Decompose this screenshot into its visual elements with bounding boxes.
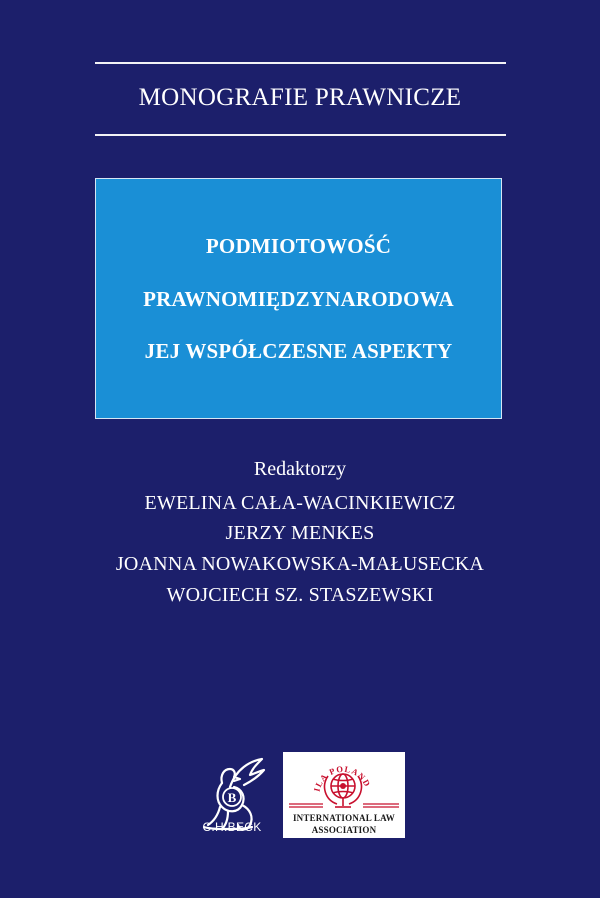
editors-label: Redaktorzy — [253, 458, 347, 480]
title-line-2: PRAWNOMIĘDZYNARODOWA — [143, 287, 454, 311]
editor-name: JERZY MENKES — [225, 522, 375, 544]
title-box — [95, 178, 502, 419]
ila-name-line-1: INTERNATIONAL LAW — [292, 813, 395, 823]
series-underline-rule — [95, 134, 506, 136]
title-line-1: PODMIOTOWOŚĆ — [205, 234, 392, 258]
editor-name: JOANNA NOWAKOWSKA-MAŁUSECKA — [115, 553, 485, 575]
publisher-name: C.H.BECK — [202, 820, 262, 834]
emblem-letter: B — [227, 790, 237, 805]
ila-logo — [283, 752, 405, 838]
title-line-3: JEJ WSPÓŁCZESNE ASPEKTY — [144, 339, 453, 363]
editor-name: EWELINA CAŁA-WACINKIEWICZ — [144, 492, 456, 514]
top-rule — [95, 62, 506, 64]
ila-name-line-2: ASSOCIATION — [311, 825, 377, 835]
series-title: MONOGRAFIE PRAWNICZE — [138, 84, 462, 111]
editor-name: WOJCIECH SZ. STASZEWSKI — [166, 584, 434, 606]
ila-globe-icon — [283, 752, 405, 812]
ila-arc-text: ILA POLAND — [311, 763, 373, 793]
